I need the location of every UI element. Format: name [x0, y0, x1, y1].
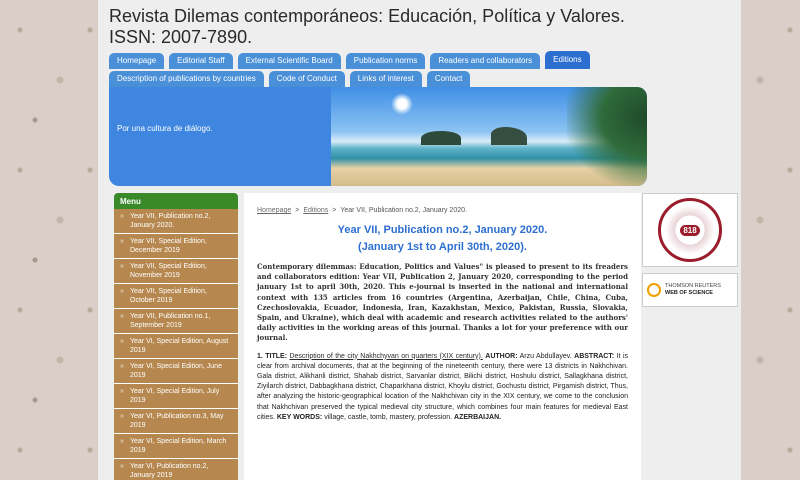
- wos-line2: WEB OF SCIENCE: [665, 290, 713, 296]
- right-sidebar: [642, 193, 738, 307]
- page-title: [257, 222, 628, 256]
- page-title-line2: (January 1st to April 30th, 2020).: [358, 241, 527, 253]
- bullet-icon: »: [120, 213, 124, 220]
- tab-readers-and-collaborators[interactable]: Readers and collaborators: [430, 53, 540, 69]
- bullet-icon: »: [120, 438, 124, 445]
- bullet-icon: »: [120, 263, 124, 270]
- bullet-icon: »: [120, 413, 124, 420]
- site-title-line1: Revista Dilemas contemporáneos: Educación, Política y Valores.: [109, 6, 625, 26]
- breadcrumb-separator: >: [295, 207, 300, 214]
- nav-tabs-row1: [109, 53, 590, 69]
- menu-item[interactable]: » Year VII, Publication no.1, September 2019: [114, 309, 238, 334]
- abstract-text: It is clear from archival documents, that at the beginning of the nineteenth century, there were 13 districts in Nakhchivan. Gala district, Alikhanli district, Shahab district, Sarvanlar district, Bilichi district, Hoshulu district, Sallagkhana district, Ziyilarch district, Dabbagkhana district, Chaparkhana district, Khoylu district, Gochustu district, Pirgamish district, Thus, after analyzing the historic-geographical location of the Nakhchivan city in the XIX century, we come to the conclusion that Nakhchivan preserved the typical medieval city structure, which combines four main features for medieval East cities.: [257, 352, 629, 421]
- bullet-icon: »: [120, 338, 124, 345]
- breadcrumb-separator: >: [332, 207, 337, 214]
- tab-links-of-interest[interactable]: Links of interest: [350, 71, 422, 87]
- bullet-icon: »: [120, 388, 124, 395]
- menu-item[interactable]: » Year VII, Special Edition, December 2019: [114, 234, 238, 259]
- tab-external-scientific-board[interactable]: External Scientific Board: [238, 53, 341, 69]
- site-title: [109, 6, 709, 48]
- tab-description-by-countries[interactable]: Description of publications by countries: [109, 71, 264, 87]
- bullet-icon: »: [120, 238, 124, 245]
- bullet-icon: »: [120, 313, 124, 320]
- site-title-line2: ISSN: 2007-7890.: [109, 27, 253, 47]
- index-badge-number: 818: [680, 225, 699, 236]
- beach-banner-image: [331, 87, 647, 186]
- island-graphic: [491, 127, 527, 145]
- island-graphic: [421, 131, 461, 145]
- tab-homepage[interactable]: Homepage: [109, 53, 164, 69]
- wos-line1: THOMSON REUTERS: [665, 283, 721, 289]
- nav-tabs-row2: [109, 71, 470, 87]
- author-label: AUTHOR:: [485, 352, 518, 360]
- bullet-icon: »: [120, 463, 124, 470]
- menu-item[interactable]: » Year VI, Publication no.3, May 2019: [114, 409, 238, 434]
- abstract-label: ABSTRACT:: [574, 352, 615, 360]
- menu-item[interactable]: » Year VI, Publication no.2, January 2019: [114, 459, 238, 480]
- menu-item[interactable]: » Year VII, Publication no.2, January 2020.: [114, 209, 238, 234]
- menu-item[interactable]: » Year VI, Special Edition, July 2019: [114, 384, 238, 409]
- intro-paragraph: Contemporary dilemmas: Education, Politics and Values" is pleased to present to its freaders and collaborators edition: Year VII, Publication 2, January 2020, corresponding to the period january 1st to april 30th, 2020. This e-journal is inserted in the national and international context with 135 articles from 16 countries (Argentina, Azerbaijan, Chile, China, Cuba, Czechoslovakia, Ecuador, Indonesia, Iran, Kazakhstan, Mexico, Pakistan, Russia, Slovakia, Spain, and Ukraine), which deal with academic and research activities related to the authors' daily activities in the working areas of this journal. Thanks a lot for your preference with our journal.: [257, 262, 628, 343]
- sun-graphic: [391, 93, 413, 115]
- author-name: Arzu Abdullayev.: [519, 352, 572, 360]
- web-of-science-badge[interactable]: [642, 273, 738, 307]
- article-title-link[interactable]: Description of the city Nakhchyvan on quarters (XIX century).: [289, 352, 483, 360]
- menu-item[interactable]: » Year VII, Special Edition, October 2019: [114, 284, 238, 309]
- bullet-icon: »: [120, 363, 124, 370]
- tab-code-of-conduct[interactable]: Code of Conduct: [269, 71, 345, 87]
- banner-slogan: Por una cultura de diálogo.: [117, 124, 213, 133]
- keywords-text: village, castle, tomb, mastery, profession.: [324, 413, 453, 421]
- thomson-reuters-logo-icon: [647, 283, 661, 297]
- keywords-label: KEY WORDS:: [276, 413, 323, 421]
- index-badge[interactable]: [642, 193, 738, 267]
- menu-title: Menu: [114, 193, 238, 209]
- menu-item[interactable]: » Year VI, Special Edition, August 2019: [114, 334, 238, 359]
- breadcrumb: [257, 207, 628, 214]
- main-content: [244, 193, 641, 480]
- bullet-icon: »: [120, 288, 124, 295]
- breadcrumb-homepage-link[interactable]: Homepage: [257, 207, 292, 214]
- article-number-label: 1. TITLE:: [257, 352, 288, 360]
- trees-graphic: [567, 87, 647, 186]
- tab-editions[interactable]: Editions: [545, 51, 589, 69]
- menu-item[interactable]: » Year VII, Special Edition, November 2019: [114, 259, 238, 284]
- tab-contact[interactable]: Contact: [427, 71, 471, 87]
- menu-item[interactable]: » Year VI, Special Edition, March 2019: [114, 434, 238, 459]
- tab-editorial-staff[interactable]: Editorial Staff: [169, 53, 232, 69]
- article-entry: [257, 352, 628, 423]
- country-label: AZERBAIJAN.: [454, 413, 502, 421]
- breadcrumb-editions-link[interactable]: Editions: [303, 207, 329, 214]
- tab-publication-norms[interactable]: Publication norms: [346, 53, 426, 69]
- page-title-line1: Year VII, Publication no.2, January 2020.: [337, 224, 548, 236]
- breadcrumb-current: Year VII, Publication no.2, January 2020.: [340, 207, 467, 214]
- side-menu: [114, 193, 238, 480]
- menu-item[interactable]: » Year VI, Special Edition, June 2019: [114, 359, 238, 384]
- header-banner: [109, 87, 647, 186]
- globe-seal-icon: [658, 198, 722, 262]
